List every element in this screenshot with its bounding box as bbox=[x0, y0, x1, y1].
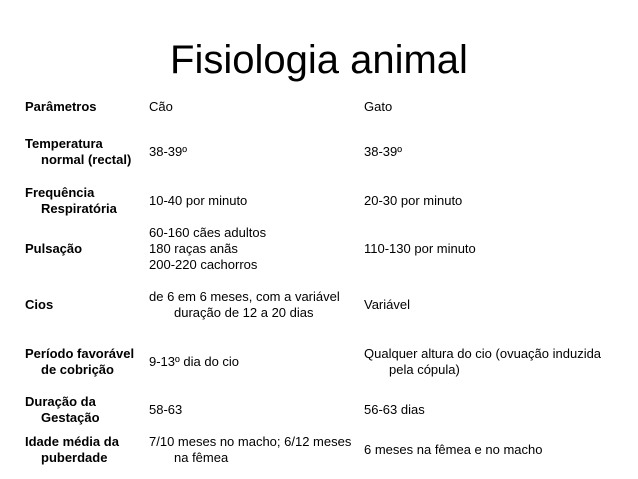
physiology-table bbox=[25, 91, 617, 470]
header-cat: Gato bbox=[364, 98, 393, 114]
dog-value: 10-40 por minuto bbox=[149, 193, 248, 208]
cat-value: Qualquer altura do cio (ovuação induzida pela cópula) bbox=[364, 345, 602, 377]
dog-value: 9-13º dia do cio bbox=[149, 353, 240, 369]
dog-value-line: 60-160 cães adultos bbox=[149, 224, 267, 240]
row-label: Frequência Respiratória bbox=[25, 185, 117, 216]
table-row bbox=[25, 276, 617, 333]
cat-value: 6 meses na fêmea e no macho bbox=[364, 442, 543, 457]
table-row bbox=[25, 221, 617, 276]
table-row bbox=[25, 333, 617, 390]
dog-value: 38-39º bbox=[149, 143, 187, 159]
table-row bbox=[25, 390, 617, 430]
header-parameter: Parâmetros bbox=[25, 98, 97, 114]
row-label: Cios bbox=[25, 296, 54, 312]
cat-value: 110-130 por minuto bbox=[364, 240, 476, 256]
row-label: Pulsação bbox=[25, 240, 83, 256]
table-row bbox=[25, 181, 617, 221]
dog-value: 58-63 bbox=[149, 402, 183, 417]
row-label: Temperatura normal (rectal) bbox=[25, 135, 132, 167]
table-row bbox=[25, 430, 617, 470]
table-row bbox=[25, 122, 617, 181]
dog-value: 7/10 meses no macho; 6/12 meses na fêmea bbox=[149, 434, 352, 465]
cat-value: 56-63 dias bbox=[364, 402, 425, 417]
dog-value-line: 200-220 cachorros bbox=[149, 256, 258, 272]
row-label: Duração da Gestação bbox=[25, 394, 100, 425]
slide-title: Fisiologia animal bbox=[170, 38, 468, 82]
dog-value-line: 180 raças anãs bbox=[149, 240, 238, 256]
cat-value: 20-30 por minuto bbox=[364, 193, 463, 208]
header-dog: Cão bbox=[149, 98, 173, 114]
dog-value: de 6 em 6 meses, com a variável duração de 12 a 20 dias bbox=[149, 288, 340, 320]
cat-value: Variável bbox=[364, 296, 411, 312]
row-label: Idade média da puberdade bbox=[25, 434, 119, 465]
dog-value bbox=[142, 221, 357, 276]
table-header-row bbox=[25, 91, 617, 122]
cat-value: 38-39º bbox=[364, 143, 402, 159]
row-label: Período favorável de cobrição bbox=[25, 345, 135, 377]
